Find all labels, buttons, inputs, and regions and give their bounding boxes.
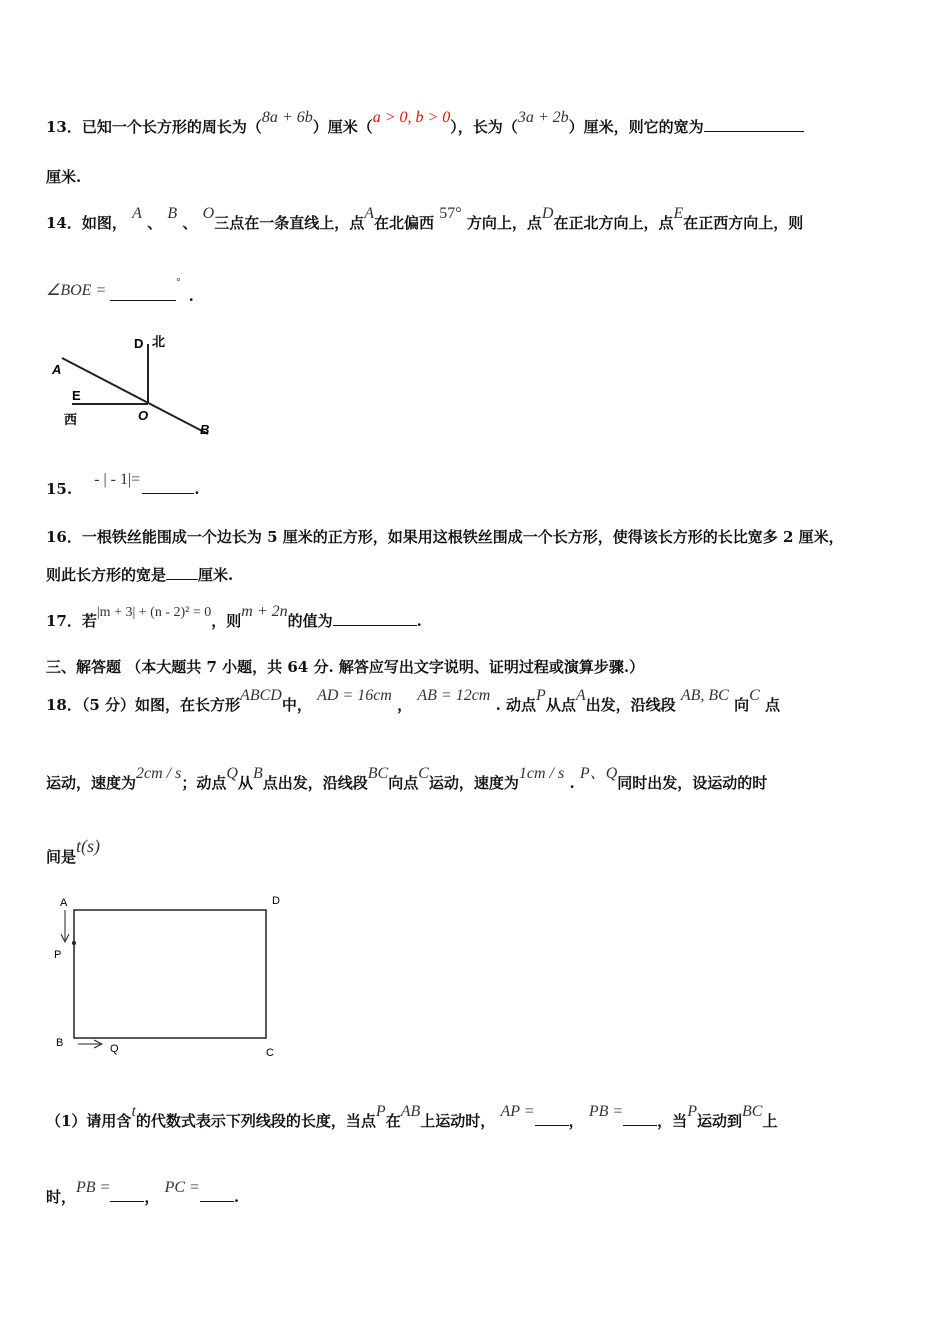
q14-number: 14． — [46, 214, 82, 232]
q18-text: ， — [568, 1112, 584, 1130]
q18-text: 的代数式表示下列线段的长度，当点 — [135, 1112, 376, 1130]
q18-math: C — [749, 687, 760, 704]
q14-math: ° — [176, 276, 181, 288]
label-A: A — [60, 897, 68, 909]
q15-number: 15. — [46, 480, 73, 498]
q16-answer-blank[interactable] — [166, 578, 198, 580]
q17-number: 17．若 — [46, 612, 97, 630]
q18-line1 — [46, 687, 781, 715]
q18-math: AP = — [500, 1103, 535, 1120]
q18-math: PB = — [76, 1179, 111, 1196]
q18-math: t(s) — [76, 836, 101, 856]
q18-PC-blank[interactable] — [200, 1200, 234, 1202]
q18-text: 向 — [734, 696, 750, 714]
q18-text: ，当 — [657, 1112, 688, 1130]
q18-text: 运动，速度为 — [428, 774, 519, 792]
q17-text: ，则 — [211, 612, 242, 630]
q18-math: ABCD — [240, 687, 282, 704]
q13-text: ）厘米（ — [312, 118, 373, 136]
q18-text: 点 — [765, 696, 781, 714]
q18-AP-blank[interactable] — [535, 1124, 569, 1126]
q14-text: 三点在一条直线上，点 — [214, 214, 365, 232]
q13-perimeter-expr: 8a + 6b — [261, 109, 313, 126]
q18-text: 时， — [46, 1188, 77, 1206]
point-P — [72, 941, 76, 945]
q14-math: B — [167, 205, 178, 222]
q13-line2 — [46, 166, 81, 187]
label-A: A — [52, 362, 62, 377]
q13-text: 厘米. — [46, 168, 82, 186]
q18-sub1-line2 — [46, 1179, 240, 1207]
q18-text: 出发，沿线段 — [585, 696, 676, 714]
q14-text: 在正西方向上，则 — [683, 214, 804, 232]
q13-length-expr: 3a + 2b — [517, 109, 569, 126]
q18-text: 间是 — [46, 848, 77, 866]
q14-text: 、 — [147, 214, 163, 232]
q18-text: ， — [144, 1188, 160, 1206]
line-AB — [62, 358, 208, 434]
q18-math: A — [575, 687, 586, 704]
q13-number: 13． — [46, 118, 82, 136]
q17-text: 的值为 — [287, 612, 333, 630]
q16-text: 16．一根铁丝能围成一个边长为 5 厘米的正方形，如果用这根铁丝围成一个长方形，使得该长方形的长比宽多 2 厘米， — [46, 528, 844, 546]
q18-math: t — [131, 1103, 136, 1120]
q18-text: 上运动时， — [420, 1112, 496, 1130]
q17-answer-blank[interactable] — [333, 624, 417, 626]
label-north: 北 — [152, 334, 166, 349]
q18-rectangle-figure — [48, 890, 288, 1062]
rect-ABCD — [74, 910, 266, 1038]
label-Q: Q — [110, 1043, 119, 1055]
q18-math: BC — [741, 1103, 763, 1120]
q18-text: 从 — [237, 774, 253, 792]
q18-math: AB = 12cm — [417, 687, 491, 704]
q18-math: P — [536, 687, 546, 704]
q18-text: . — [233, 1188, 240, 1206]
q15-expr: - | - 1|= — [94, 471, 141, 488]
q18-math: P、Q — [579, 765, 618, 782]
q13-text: 已知一个长方形的周长为（ — [81, 118, 262, 136]
label-D: D — [134, 336, 144, 351]
q14-text: 、 — [182, 214, 198, 232]
q18-math: AB — [400, 1103, 421, 1120]
q14-text: 如图， — [81, 214, 127, 232]
q14-line1 — [46, 205, 804, 233]
q18-text: 从点 — [545, 696, 576, 714]
q18-math: PB = — [588, 1103, 624, 1120]
q14-math: A — [364, 205, 375, 222]
q18-math: P — [687, 1103, 697, 1120]
q18-text: 18．（5 分）如图，在长方形 — [46, 696, 241, 714]
q18-line2 — [46, 765, 768, 793]
q14-math: A — [132, 205, 142, 222]
q18-text: 点出发，沿线段 — [262, 774, 368, 792]
q18-text: 运动，速度为 — [46, 774, 137, 792]
q16-text: 则此长方形的宽是 — [46, 566, 167, 584]
q18-text: 上 — [762, 1112, 778, 1130]
q17-line — [46, 603, 422, 631]
q18-text: 运动到 — [696, 1112, 742, 1130]
section3-heading — [46, 656, 644, 677]
q13-text: ）厘米，则它的宽为 — [568, 118, 704, 136]
q14-text: 在北偏西 — [374, 214, 435, 232]
q18-math: 1cm / s — [518, 765, 565, 782]
q14-angle: 57° — [439, 205, 462, 222]
q18-math: AD = 16cm — [317, 687, 392, 704]
q14-text: 方向上，点 — [466, 214, 542, 232]
label-P: P — [54, 949, 62, 961]
q16-text: 厘米. — [198, 566, 234, 584]
section3-title: 三、解答题 — [46, 658, 122, 676]
q14-text: . — [188, 287, 194, 305]
q18-PB2-blank[interactable] — [110, 1200, 144, 1202]
q18-text: 中， — [281, 696, 312, 714]
q18-text: （1）请用含 — [46, 1112, 132, 1130]
q14-math: O — [202, 205, 215, 222]
q14-text: 在正北方向上，点 — [553, 214, 674, 232]
q16-line2 — [46, 564, 233, 585]
q16-line1 — [46, 526, 844, 547]
q18-line3 — [46, 836, 101, 867]
q18-math: BC — [367, 765, 389, 782]
label-E: E — [72, 388, 81, 403]
q18-sub1-line1 — [46, 1103, 778, 1131]
q14-angle-expr: ∠BOE = — [46, 282, 107, 299]
label-O: O — [138, 408, 149, 423]
q13-answer-blank[interactable] — [704, 130, 804, 132]
q18-math: P — [375, 1103, 386, 1120]
q13-line1 — [46, 109, 804, 137]
q18-text: . — [569, 774, 575, 792]
q18-text: 在 — [385, 1112, 401, 1130]
q17-expr2: m + 2n — [241, 603, 288, 620]
label-C: C — [266, 1047, 274, 1059]
q14-math: D — [541, 205, 554, 222]
q18-PB-blank[interactable] — [623, 1124, 657, 1126]
q18-math: C — [418, 765, 429, 782]
q14-math: E — [673, 205, 684, 222]
q18-math: Q — [226, 765, 238, 782]
q13-text: ），长为（ — [450, 118, 518, 136]
section3-note: （本大题共 7 小题，共 64 分. 解答应写出文字说明、证明过程或演算步骤.） — [126, 658, 645, 676]
q18-math: B — [252, 765, 263, 782]
q18-text: . 动点 — [495, 696, 537, 714]
label-D: D — [272, 895, 280, 907]
q17-text: . — [416, 612, 422, 630]
q14-direction-figure — [50, 326, 220, 438]
q13-condition-expr: a > 0, b > 0 — [372, 109, 451, 126]
q18-text: 同时出发，设运动的时 — [617, 774, 768, 792]
q18-text: 向点 — [388, 774, 419, 792]
label-B: B — [56, 1037, 64, 1049]
label-west: 西 — [64, 412, 78, 427]
q14-answer-blank[interactable] — [110, 299, 176, 301]
q15-text: . — [194, 480, 200, 498]
label-B: B — [200, 422, 210, 437]
q14-line2 — [46, 276, 194, 306]
q18-math: PC = — [164, 1179, 200, 1196]
q18-math: 2cm / s — [136, 765, 182, 782]
q15-answer-blank[interactable] — [142, 492, 194, 494]
q18-text: ， — [397, 696, 413, 714]
q18-text: ；动点 — [181, 774, 227, 792]
q18-math: AB, BC — [680, 687, 729, 704]
q17-expr: |m + 3| + (n - 2)² = 0 — [96, 605, 212, 620]
q15-line — [46, 471, 200, 499]
